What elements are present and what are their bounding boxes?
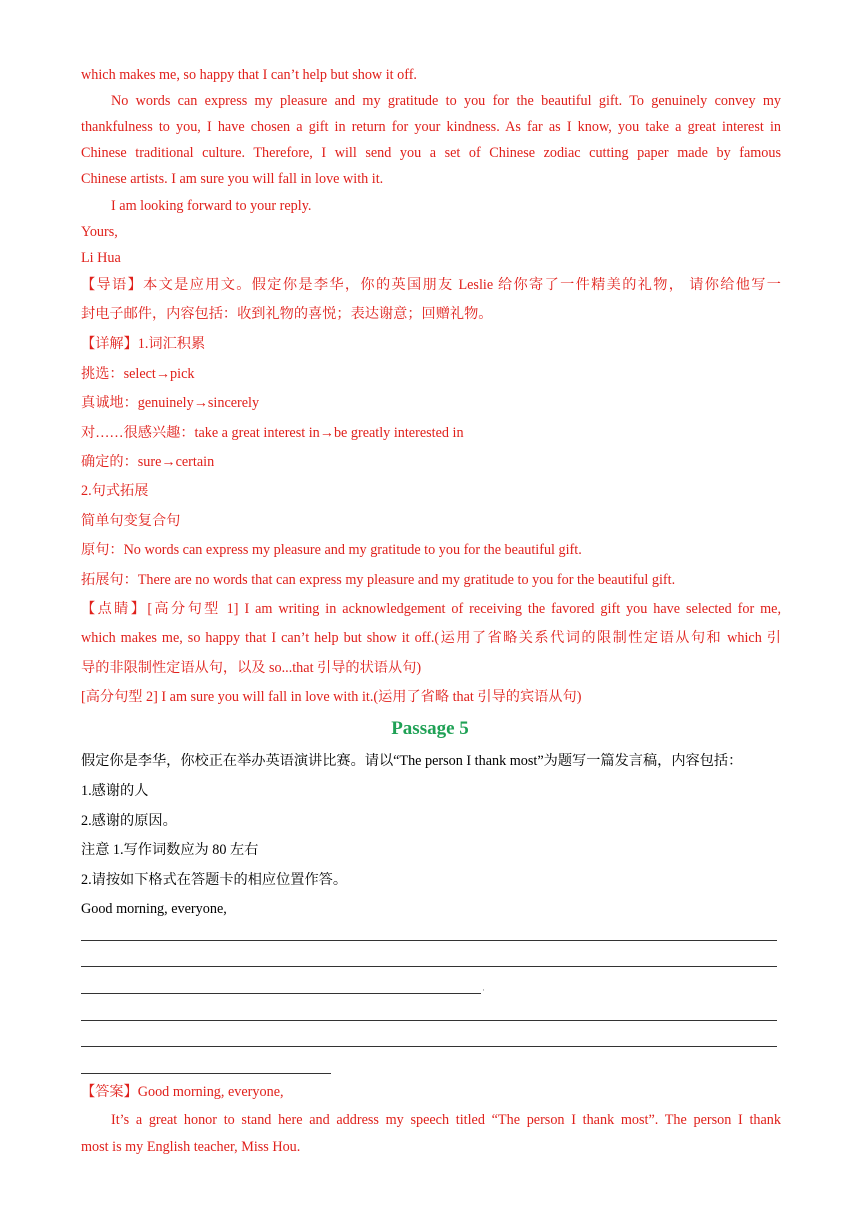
answer-line-3: thankfulness to you, I have chosen a gift in return for your kindness. As far as I know, you take a great interest in <box>81 119 781 135</box>
blank-answer-line <box>81 1020 777 1021</box>
answer-line-4: Chinese traditional culture. Therefore, I will send you a set of Chinese zodiac cutting paper made by famous <box>81 145 781 161</box>
highlight-line-2: which makes me, so happy that I can’t help but show it off.(运用了省略关系代词的限制性定语从句和 which 引 <box>81 630 781 646</box>
greeting-line: Good morning, everyone, <box>81 901 227 917</box>
closing-signature: Li Hua <box>81 250 121 266</box>
answer-line-6: I am looking forward to your reply. <box>111 198 312 214</box>
stray-mark: · <box>482 985 485 995</box>
guide-line-2: 封电子邮件，内容包括：收到礼物的喜悦；表达谢意；回赠礼物。 <box>81 306 493 322</box>
blank-answer-line <box>81 940 777 941</box>
answer-line-1: which makes me, so happy that I can’t help but show it off. <box>81 67 417 83</box>
blank-answer-line <box>81 966 777 967</box>
passage-title: Passage 5 <box>391 718 469 739</box>
blank-answer-line <box>81 1046 777 1047</box>
original-sentence: 原句：No words can express my pleasure and my gratitude to you for the beautiful gift. <box>81 542 582 558</box>
detail-heading: 【详解】1.词汇积累 <box>81 336 206 352</box>
prompt-line-2: 1.感谢的人 <box>81 783 149 799</box>
answer-line-5: Chinese artists. I am sure you will fall in love with it. <box>81 171 384 187</box>
highlight-line-3: 导的非限制性定语从句，以及 so...that 引导的状语从句) <box>81 660 422 676</box>
prompt-note-1: 注意 1.写作词数应为 80 左右 <box>81 842 259 858</box>
vocab-item-3: 对……很感兴趣：take a great interest in→be greatly interested in <box>81 425 464 441</box>
answer-body-line-1: It’s a great honor to stand here and address my speech titled “The person I thank most”. The person I thank <box>111 1112 781 1128</box>
answer-body-line-2: most is my English teacher, Miss Hou. <box>81 1139 301 1155</box>
sentence-subheading: 简单句变复合句 <box>81 513 181 529</box>
prompt-line-3: 2.感谢的原因。 <box>81 813 177 829</box>
closing-yours: Yours, <box>81 224 118 240</box>
answer-line-2: No words can express my pleasure and my gratitude to you for the beautiful gift. To genuinely convey my <box>111 93 781 109</box>
vocab-item-4: 确定的：sure→certain <box>81 454 215 470</box>
answer-heading: 【答案】Good morning, everyone, <box>81 1084 284 1100</box>
vocab-item-2: 真诚地：genuinely→sincerely <box>81 395 260 411</box>
vocab-item-1: 挑选：select→pick <box>81 366 195 382</box>
prompt-note-2: 2.请按如下格式在答题卡的相应位置作答。 <box>81 872 348 888</box>
prompt-line-1: 假定你是李华，你校正在举办英语演讲比赛。请以“The person I thank most”为题写一篇发言稿，内容包括： <box>81 753 743 769</box>
expanded-sentence: 拓展句：There are no words that can express my pleasure and my gratitude to you for the beautiful gift. <box>81 572 676 588</box>
blank-answer-line <box>81 993 481 994</box>
sentence-heading: 2.句式拓展 <box>81 483 149 499</box>
guide-line-1: 【导语】本文是应用文。假定你是李华，你的英国朋友 Leslie 给你寄了一件精美的礼物， 请你给他写一 <box>81 277 781 293</box>
highlight-line-4: [高分句型 2] I am sure you will fall in love with it.(运用了省略 that 引导的宾语从句) <box>81 689 582 705</box>
blank-answer-line <box>81 1073 331 1074</box>
highlight-line-1: 【点睛】[高分句型 1] I am writing in acknowledgement of receiving the favored gift you have selected for me, <box>81 601 781 617</box>
